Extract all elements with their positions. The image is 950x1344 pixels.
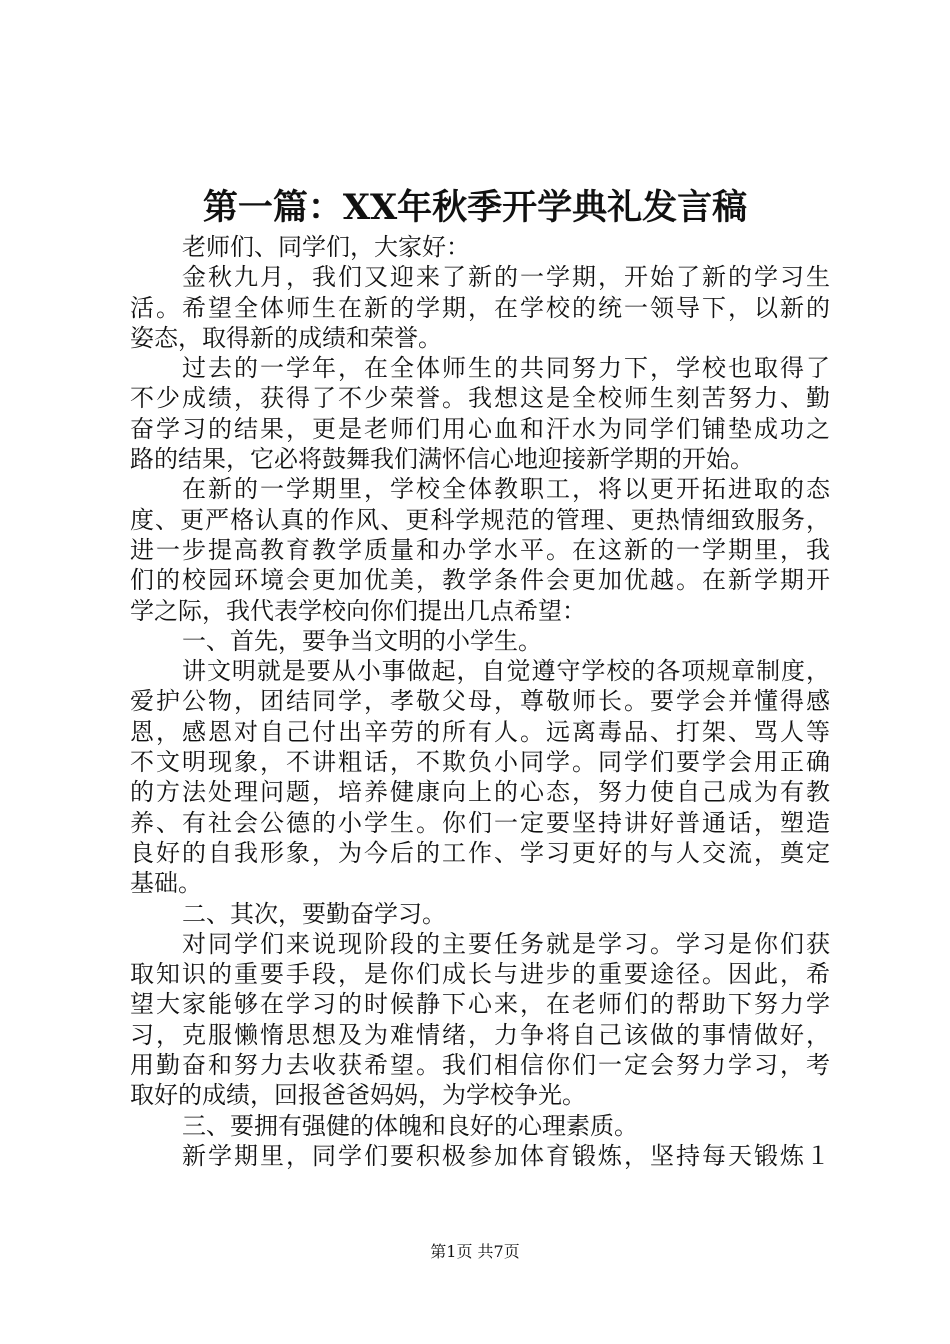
text-line: 望大家能够在学习的时候静下心来，在老师们的帮助下努力学 [130, 990, 830, 1019]
text-line: 新学期里，同学们要积极参加体育锻炼，坚持每天锻炼１ [182, 1141, 830, 1170]
text-line: 爱护公物，团结同学，孝敬父母，尊敬师长。要学会并懂得感 [130, 687, 830, 716]
text-line: 活。希望全体师生在新的学期，在学校的统一领导下，以新的 [130, 293, 830, 322]
text-line: 路的结果，它必将鼓舞我们满怀信心地迎接新学期的开始。 [130, 445, 754, 474]
document-title: 第一篇：XX年秋季开学典礼发言稿 [202, 187, 748, 228]
text-line: 学之际，我代表学校向你们提出几点希望： [130, 596, 586, 625]
document-body [130, 232, 830, 1171]
text-line: 取好的成绩，回报爸爸妈妈，为学校争光。 [130, 1081, 586, 1110]
text-line: 良好的自我形象，为今后的工作、学习更好的与人交流，奠定 [130, 838, 830, 867]
text-line: 恩，感恩对自己付出辛劳的所有人。远离毒品、打架、骂人等 [130, 717, 830, 746]
text-line: 取知识的重要手段，是你们成长与进步的重要途径。因此，希 [130, 960, 830, 989]
text-line: 对同学们来说现阶段的主要任务就是学习。学习是你们获 [182, 929, 830, 958]
text-line: 度、更严格认真的作风、更科学规范的管理、更热情细致服务， [130, 505, 830, 534]
page-footer: 第1页 共7页 [430, 1242, 520, 1261]
text-line: 一、首先，要争当文明的小学生。 [182, 626, 542, 655]
text-line: 不少成绩，获得了不少荣誉。我想这是全校师生刻苦努力、勤 [130, 384, 830, 413]
text-line: 进一步提高教育教学质量和办学水平。在这新的一学期里，我 [130, 535, 830, 564]
text-line: 习，克服懒惰思想及为难情绪，力争将自己该做的事情做好， [130, 1020, 830, 1049]
text-line: 基础。 [130, 869, 202, 898]
text-line: 姿态，取得新的成绩和荣誉。 [130, 323, 442, 352]
text-line: 的方法处理问题，培养健康向上的心态，努力使自己成为有教 [130, 778, 830, 807]
text-line: 讲文明就是要从小事做起，自觉遵守学校的各项规章制度， [182, 657, 830, 686]
text-line: 三、要拥有强健的体魄和良好的心理素质。 [182, 1111, 638, 1140]
text-line: 金秋九月，我们又迎来了新的一学期，开始了新的学习生 [182, 263, 830, 292]
text-line: 过去的一学年，在全体师生的共同努力下，学校也取得了 [182, 354, 830, 383]
text-line: 养、有社会公德的小学生。你们一定要坚持讲好普通话，塑造 [130, 808, 830, 837]
text-line: 用勤奋和努力去收获希望。我们相信你们一定会努力学习，考 [130, 1051, 830, 1080]
text-line: 二、其次，要勤奋学习。 [182, 899, 446, 928]
text-line: 在新的一学期里，学校全体教职工，将以更开拓进取的态 [182, 475, 830, 504]
text-line: 们的校园环境会更加优美，教学条件会更加优越。在新学期开 [130, 566, 830, 595]
text-line: 不文明现象，不讲粗话，不欺负小同学。同学们要学会用正确 [130, 748, 830, 777]
text-line: 奋学习的结果，更是老师们用心血和汗水为同学们铺垫成功之 [130, 414, 830, 443]
text-line: 老师们、同学们，大家好： [182, 233, 470, 261]
